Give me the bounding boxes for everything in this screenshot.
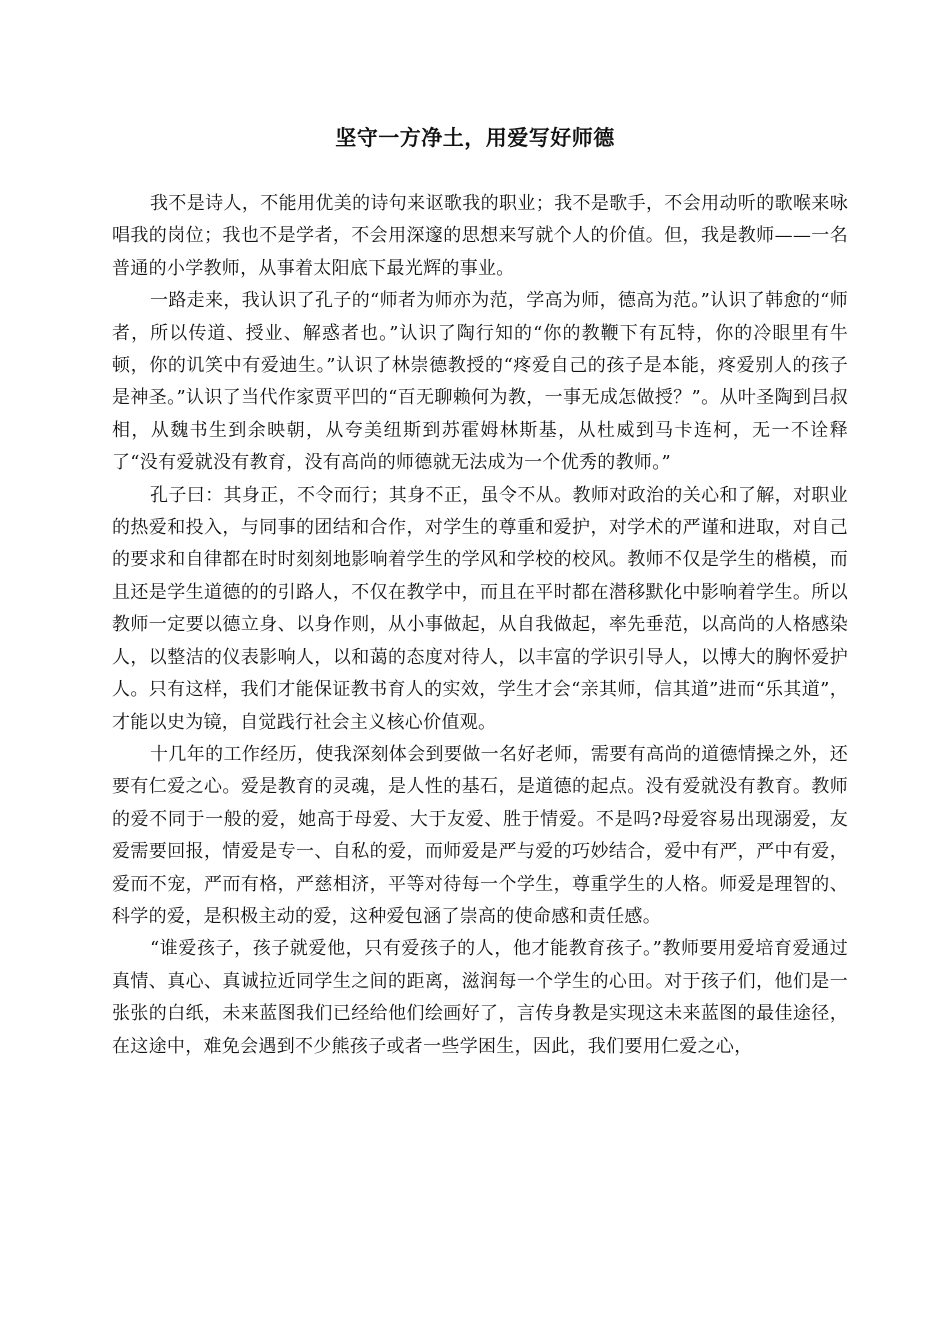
paragraph-5: “谁爱孩子，孩子就爱他，只有爱孩子的人，他才能教育孩子。”教师要用爱培育爱通过真情、真心、真诚拉近同学生之间的距离，滋润每一个学生的心田。对于孩子们，他们是一张张的白纸，未来蓝图我们已经给他们绘画好了，言传身教是实现这未来蓝图的最佳途径，在这途中，难免会遇到不少熊孩子或者一些学困生，因此，我们要用仁爱之心， — [112, 938, 848, 1057]
paragraph-2: 一路走来，我认识了孔子的“师者为师亦为范，学高为师，德高为范。”认识了韩愈的“师者，所以传道、授业、解惑者也。”认识了陶行知的“你的教鞭下有瓦特，你的冷眼里有牛顿，你的讥笑中有爱迪生。”认识了林崇德教授的“疼爱自己的孩子是本能，疼爱别人的孩子是神圣。”认识了当代作家贾平凹的“百无聊赖何为教，一事无成怎做授？”。从叶圣陶到吕叔相，从魏书生到余映朝，从夸美纽斯到苏霍姆林斯基，从杜威到马卡连柯，无一不诠释了“没有爱就没有教育，没有高尚的师德就无法成为一个优秀的教师。” — [112, 290, 848, 474]
document-body — [112, 188, 848, 1063]
document-title: 坚守一方净土，用爱写好师德 — [335, 126, 615, 150]
paragraph-4: 十几年的工作经历，使我深刻体会到要做一名好老师，需要有高尚的道德情操之外，还要有仁爱之心。爱是教育的灵魂，是人性的基石，是道德的起点。没有爱就没有教育。教师的爱不同于一般的爱，她高于母爱、大于友爱、胜于情爱。不是吗?母爱容易出现溺爱，友爱需要回报，情爱是专一、自私的爱，而师爱是严与爱的巧妙结合，爱中有严，严中有爱，爱而不宠，严而有格，严慈相济，平等对待每一个学生，尊重学生的人格。师爱是理智的、科学的爱，是积极主动的爱，这种爱包涵了崇高的使命感和责任感。 — [112, 743, 848, 927]
paragraph-1: 我不是诗人，不能用优美的诗句来讴歌我的职业；我不是歌手，不会用动听的歌喉来咏唱我的岗位；我也不是学者，不会用深邃的思想来写就个人的价值。但，我是教师——一名普通的小学教师，从事着太阳底下最光辉的事业。 — [112, 193, 848, 279]
paragraph-3: 孔子曰：其身正，不令而行；其身不正，虽令不从。教师对政治的关心和了解，对职业的热爱和投入，与同事的团结和合作，对学生的尊重和爱护，对学术的严谨和进取，对自己的要求和自律都在时时刻刻地影响着学生的学风和学校的校风。教师不仅是学生的楷模，而且还是学生道德的的引路人，不仅在教学中，而且在平时都在潜移默化中影响着学生。所以教师一定要以德立身、以身作则，从小事做起，从自我做起，率先垂范，以高尚的人格感染人，以整洁的仪表影响人，以和蔼的态度对待人，以丰富的学识引导人，以博大的胸怀爱护人。只有这样，我们才能保证教书育人的实效，学生才会“亲其师，信其道”进而“乐其道”，才能以史为镜，自觉践行社会主义核心价值观。 — [112, 484, 848, 733]
